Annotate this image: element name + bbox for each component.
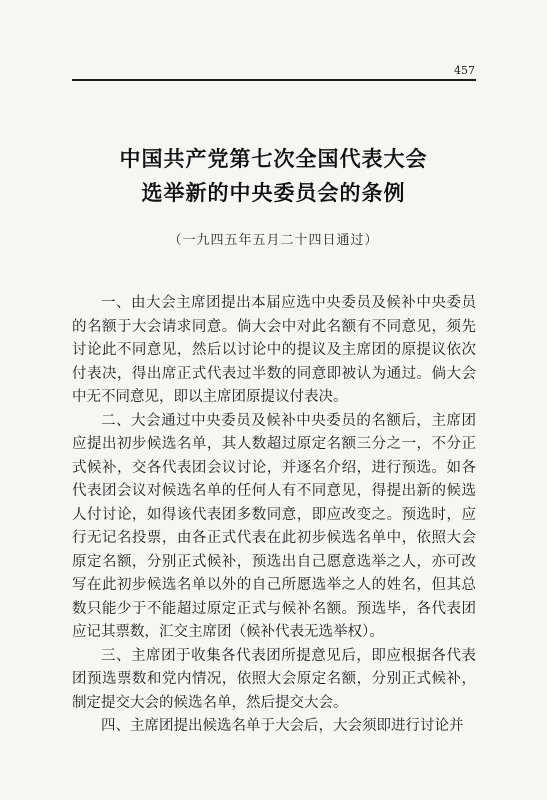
document-body [72, 292, 476, 739]
document-subtitle: （一九四五年五月二十四日通过） [168, 233, 379, 248]
paragraph-1: 一、由大会主席团提出本届应选中央委员及候补中央委员的名额于大会请求同意。倘大会中对此名额有不同意见，须先讨论此不同意见，然后以讨论中的提议及主席团的原提议依次付表决，得出席正式代表过半数的同意即被认为通过。倘大会中无不同意见，即以主席团原提议付表决。 [72, 295, 476, 405]
title-line-2: 选举新的中央委员会的条例 [141, 181, 406, 205]
header-rule [72, 79, 476, 81]
title-line-1: 中国共产党第七次全国代表大会 [119, 147, 428, 171]
document-title [0, 142, 547, 210]
paragraph-2: 二、大会通过中央委员及候补中央委员的名额后，主席团应提出初步候选名单，其人数超过原定名额三分之一，不分正式候补，交各代表团会议讨论，并逐名介绍，进行预选。如各代表团会议对候选名单的任何人有不同意见，得提出新的候选人付讨论，如得该代表团多数同意，即应改变之。预选时，应行无记名投票，由各正式代表在此初步候选名单中，依照大会原定名额，分别正式候补，预选出自己愿意选举之人，亦可改写在此初步候选名单以外的自己所愿选举之人的姓名，但其总数只能少于不能超过原定正式与候补名额。预选毕，各代表团应记其票数，汇交主席团（候补代表无选举权）。 [72, 412, 476, 640]
page-number: 457 [454, 64, 475, 77]
paragraph-4: 四、主席团提出候选名单于大会后，大会须即进行讨论并 [101, 718, 464, 734]
paragraph-3: 三、主席团于收集各代表团所提意见后，即应根据各代表团预选票数和党内情况，依照大会原定名额，分别正式候补，制定提交大会的候选名单，然后提交大会。 [72, 647, 476, 711]
